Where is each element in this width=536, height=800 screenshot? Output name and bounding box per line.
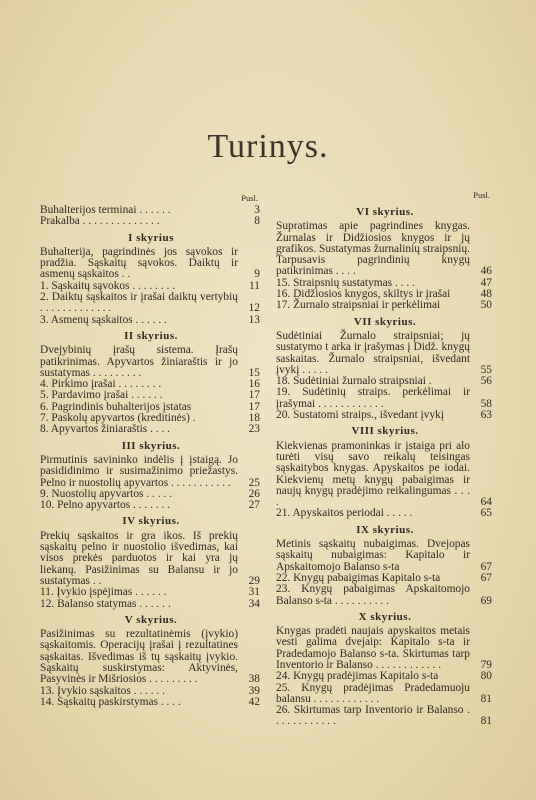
chapter-heading: IV skyrius.: [122, 515, 180, 528]
toc-entry: 21. Apyskaitos periodai . . . . . 65: [276, 507, 492, 520]
chapter-heading: V skyrius.: [124, 613, 178, 626]
toc-entry: Buhalterijos terminai . . . . . . 3: [40, 204, 260, 216]
toc-entry: 20. Sustatomi straips., išvedant įvykį 63: [276, 409, 492, 422]
chapter-heading: II skyrius.: [124, 329, 178, 342]
chapter-heading: VII skyrius.: [353, 315, 417, 328]
toc-entry: Knygas pradėti naujais apyskaitos metais vesti galima dvejaip: Kapitalo s-ta ir Pradedamojo Balanso s-ta. Skirtumas tarp Inventorio ir Balanso . . . . . . . . . . . . 79: [276, 625, 492, 671]
toc-entry: 4. Pirkimo įrašai . . . . . . . . 16: [40, 378, 260, 391]
chapter-heading: VIII skyrius.: [351, 425, 419, 438]
toc-entry: Supratimas apie pagrindines knygas. Žurnalas ir Didžiosios knygos ir jų grafikos. Sustatymas žurnalinių straipsnių. Tarpusavis pagrindinių knygų patikrinimas . . . . 46: [276, 220, 492, 278]
toc-entry: 7. Paskolų apyvartos (kreditinės) . 18: [40, 412, 260, 425]
toc-left-column: [40, 193, 262, 708]
toc-entry: Pasižinimas su rezultatinėmis (įvykio) sąskaitomis. Operacijų įrašai į rezultatines sąskaitas. Išvedimas iš tų sąskaitų įvykio. Sąskaitų suskirstymas: Aktyvinės, Pasyvinės ir Mišriosios . . . . . . . . . 38: [40, 628, 260, 686]
toc-entry: Pirmutinis savininko indėlis į įstaigą. Jo pasididinimo ir susimažinimo priežastys. Pelno ir nuostolių apyvartos . . . . . . . . . . . 25: [40, 453, 260, 489]
page-title: Turinys.: [207, 128, 329, 165]
toc-entry: Metinis sąskaitų nubaigimas. Dvejopas sąskaitų nubaigimas: Kapitalo ir Apskaitomojo Balanso s-ta 67: [276, 538, 492, 573]
toc-entry: 26. Skirtumas tarp Inventorio ir Balanso . . . . . . . . . . . . 81: [276, 704, 492, 728]
toc-entry: 1. Sąskaitų sąvokos . . . . . . . . 11: [40, 279, 260, 292]
page-column-label: Pusl.: [241, 193, 258, 203]
chapter-heading: III skyrius.: [121, 439, 181, 452]
toc-entry: 12. Balanso statymas . . . . . . 34: [40, 597, 260, 610]
toc-entry: 23. Knygų pabaigimas Apskaitomojo Balanso s-ta . . . . . . . . . . 69: [276, 583, 492, 607]
toc-entry: 11. Įvykio įspėjimas . . . . . . 31: [40, 586, 260, 599]
toc-entry: 22. Knygų pabaigimas Kapitalo s-ta 67: [276, 571, 492, 584]
toc-entry: 14. Sąskaitų paskirstymas . . . . 42: [40, 695, 260, 708]
toc-entry: 6. Pagrindinis buhalterijos įstatas 17: [40, 400, 260, 413]
toc-entry: 13. Įvykio sąskaitos . . . . . . 39: [40, 684, 260, 697]
page-column-label: Pusl.: [473, 190, 490, 200]
toc-entry: Dvejybinių įrašų sistema. Įrašų patikrinimas. Apyvartos žiniaraštis ir jo sustatymas . . . . . . . . . 15: [40, 344, 260, 379]
toc-entry: 3. Asmenų sąskaitos . . . . . . 13: [40, 313, 260, 326]
toc-entry: 15. Straipsnių sustatymas . . . . 47: [276, 276, 492, 289]
toc-entry: 8. Apyvartos žiniaraštis . . . . 23: [40, 423, 260, 436]
toc-entry: 9. Nuostolių apyvartos . . . . . 26: [40, 487, 260, 500]
toc-entry: Sudėtiniai Žurnalo straipsniai; jų sustatymo t arka ir įrašymas į Didž. knygų saskaitas. Žurnalo straipsniai, išvedant įvykį . . . . . 55: [276, 329, 492, 376]
chapter-heading: I skyrius: [128, 231, 174, 244]
toc-right-column: [276, 190, 494, 728]
toc-entry: 25. Knygų pradėjimas Pradedamuoju balansu . . . . . . . . . . . . 81: [276, 681, 492, 705]
toc-entry: 16. Didžiosios knygos, skiltys ir įrašai 48: [276, 288, 492, 301]
toc-entry: Prakalba . . . . . . . . . . . . . . 8: [40, 215, 260, 228]
toc-entry: Buhalterija, pagrindinės jos sąvokos ir pradžia. Sąskaitų sąvokos. Daiktų ir asmenų sąskaitos . . 9: [40, 245, 260, 281]
toc-entry: 24. Knygų pradėjimas Kapitalo s-ta 80: [276, 670, 492, 683]
toc-entry: Prekių sąskaitos ir gra ikos. Iš prekių sąskaitų pelno ir nuostolio išvedimas, kai visos prekės parduotos ir kai yra jų liekanų. Pasižinimas su Balansu ir jo sustatymas . . 29: [40, 529, 260, 587]
toc-entry: 5. Pardavimo įrašai . . . . . . 17: [40, 389, 260, 402]
toc-entry: 19. Sudėtinių straips. perkėlimai ir įrašymai . . . . . . . . . . . . 58: [276, 386, 492, 410]
toc-entry: 17. Žurnalo straipsniai ir perkėlimai 50: [276, 299, 492, 312]
chapter-heading: VI skyrius.: [356, 206, 414, 218]
toc-entry: 18. Sudėtiniai žurnalo straipsniai . 56: [276, 375, 492, 388]
toc-entry: 10. Pelno apyvartos . . . . . . . 27: [40, 499, 260, 512]
toc-entry: 2. Daiktų sąskaitos ir įrašai daiktų vertybių . . . . . . . . . . . . . 12: [40, 291, 260, 315]
chapter-heading: IX skyrius.: [356, 523, 414, 536]
toc-entry: Kiekvienas pramoninkas ir įstaiga pri alo turėti visų savo reikalų teisingas sąskaitybos knygas. Apyskaitos pe iodai. Kiekvienų metų knygų pabaigimas ir naujų knygų pradėjimo reikalingumas . . . . 64: [276, 439, 492, 509]
chapter-heading: X skyrius.: [358, 610, 412, 623]
